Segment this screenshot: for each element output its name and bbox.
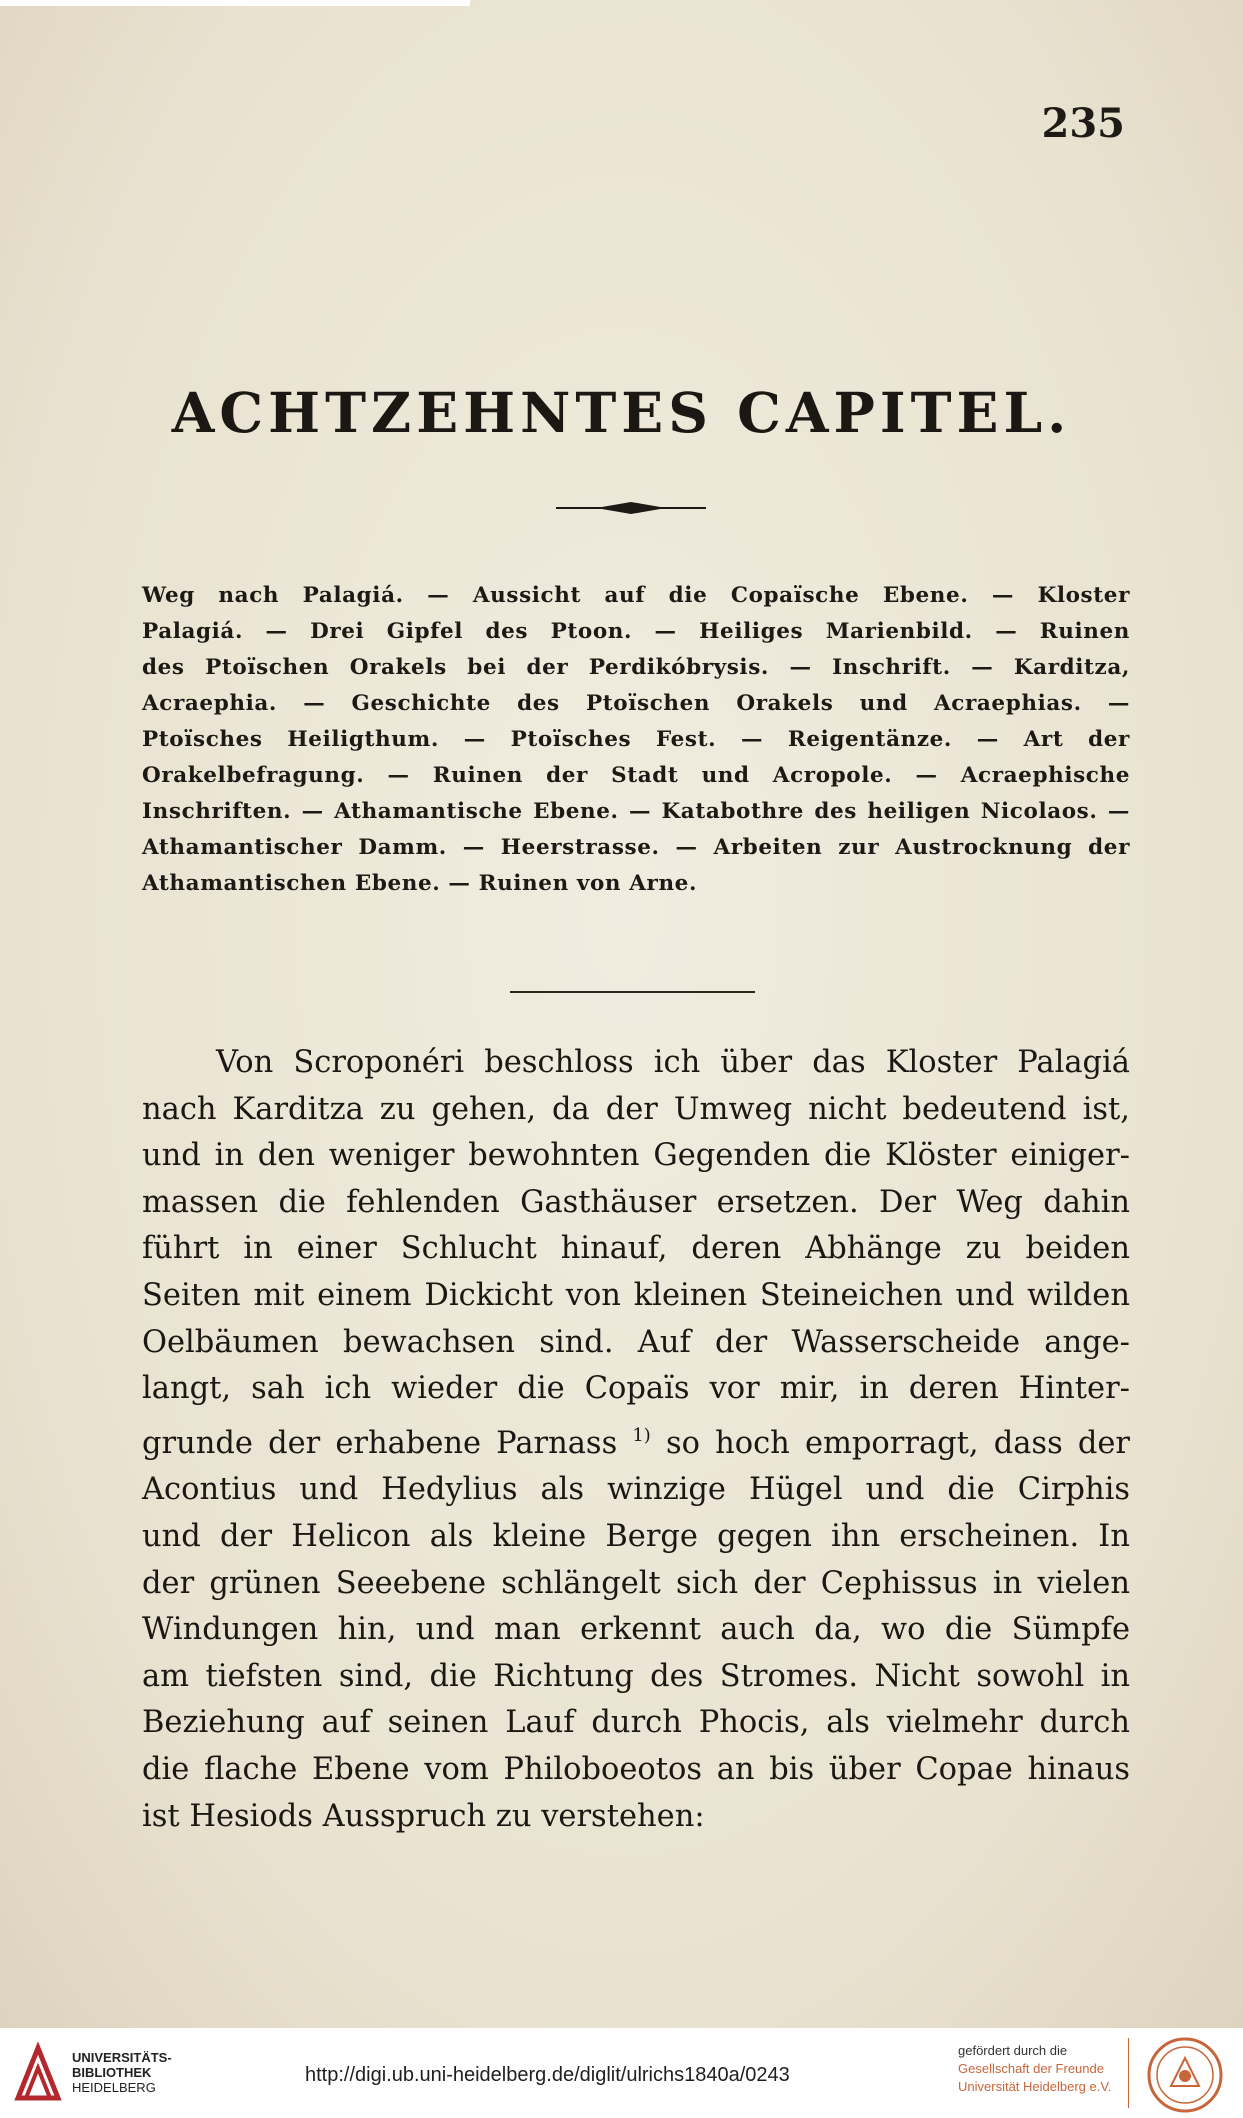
university-seal-icon[interactable] (1146, 2036, 1224, 2114)
body-line: führt in einer Schlucht hinauf, deren Abhänge zu beiden (142, 1231, 1130, 1267)
sponsor-org: Gesellschaft der Freunde (958, 2061, 1104, 2076)
body-line-with-footnote (142, 1413, 1130, 1468)
body-line: Acontius und Hedylius als winzige Hügel und die Cirphis (142, 1472, 1130, 1508)
body-line: Seiten mit einem Dickicht von kleinen Steineichen und wilden (142, 1277, 1130, 1313)
library-logo-icon[interactable] (12, 2042, 64, 2104)
body-line-start: grunde der erhabene Parnass (142, 1425, 618, 1461)
source-url-link[interactable]: http://digi.ub.uni-heidelberg.de/diglit/ulrichs1840a/0243 (305, 2064, 790, 2086)
summary-line: Athamantischen Ebene. — Ruinen von Arne. (142, 871, 698, 896)
library-name-line: UNIVERSITÄTS- (72, 2050, 172, 2065)
body-text (142, 1040, 1130, 1840)
digitization-footer (0, 2028, 1243, 2118)
scan-edge (0, 0, 470, 6)
summary-line: Inschriften. — Athamantische Ebene. — Katabothre des heiligen Nicolaos. — (142, 799, 1130, 824)
body-line: massen die fehlenden Gasthäuser ersetzen. Der Weg dahin (142, 1184, 1130, 1220)
library-name-line: HEIDELBERG (72, 2080, 156, 2095)
body-line-end: so hoch emporragt, dass der (665, 1425, 1131, 1461)
body-line: langt, sah ich wieder die Copaïs vor mir, in deren Hinter- (142, 1371, 1130, 1407)
body-line: und der Helicon als kleine Berge gegen ihn erscheinen. In (142, 1518, 1130, 1554)
body-line: am tiefsten sind, die Richtung des Stromes. Nicht sowohl in (142, 1658, 1130, 1694)
body-line: Von Scroponéri beschloss ich über das Kloster Palagiá (216, 1045, 1130, 1080)
summary-line: Ptoïsches Heiligthum. — Ptoïsches Fest. — Reigentänze. — Art der (142, 727, 1130, 752)
summary-line: Acraephia. — Geschichte des Ptoïschen Orakels und Acraephias. — (142, 691, 1130, 716)
page-number: 235 (1041, 100, 1125, 147)
chapter-summary (142, 578, 1130, 902)
body-line: und in den weniger bewohnten Gegenden die Klöster einiger- (142, 1138, 1130, 1174)
summary-line: Athamantischer Damm. — Heerstrasse. — Arbeiten zur Austrocknung der (142, 835, 1130, 860)
summary-line: des Ptoïschen Orakels bei der Perdikóbrysis. — Inschrift. — Karditza, (142, 655, 1130, 680)
body-line: die flache Ebene vom Philoboeotos an bis über Copae hinaus (142, 1751, 1130, 1787)
body-line: ist Hesiods Ausspruch zu verstehen: (142, 1798, 705, 1834)
summary-line: Weg nach Palagiá. — Aussicht auf die Copaïsche Ebene. — Kloster (142, 583, 1130, 608)
ornament-divider-icon (556, 497, 706, 519)
footnote-marker: 1) (632, 1424, 651, 1446)
summary-line: Palagiá. — Drei Gipfel des Ptoon. — Heiliges Marienbild. — Ruinen (142, 619, 1130, 644)
sponsor-org: Universität Heidelberg e.V. (958, 2079, 1112, 2094)
body-line: nach Karditza zu gehen, da der Umweg nicht bedeutend ist, (142, 1091, 1130, 1127)
body-line: Beziehung auf seinen Lauf durch Phocis, als vielmehr durch (142, 1705, 1130, 1741)
summary-line: Orakelbefragung. — Ruinen der Stadt und Acropole. — Acraephische (142, 763, 1130, 788)
body-line: Windungen hin, und man erkennt auch da, wo die Sümpfe (142, 1612, 1130, 1648)
library-name (72, 2050, 172, 2095)
library-name-line: BIBLIOTHEK (72, 2065, 152, 2080)
body-line: Oelbäumen bewachsen sind. Auf der Wasserscheide ange- (142, 1324, 1130, 1360)
section-rule (510, 991, 755, 993)
chapter-title: ACHTZEHNTES CAPITEL. (171, 380, 1072, 445)
footer-divider (1128, 2038, 1129, 2108)
sponsor-credit (958, 2042, 1111, 2096)
sponsor-label: gefördert durch die (958, 2043, 1068, 2058)
body-line: der grünen Seeebene schlängelt sich der Cephissus in vielen (142, 1565, 1130, 1601)
